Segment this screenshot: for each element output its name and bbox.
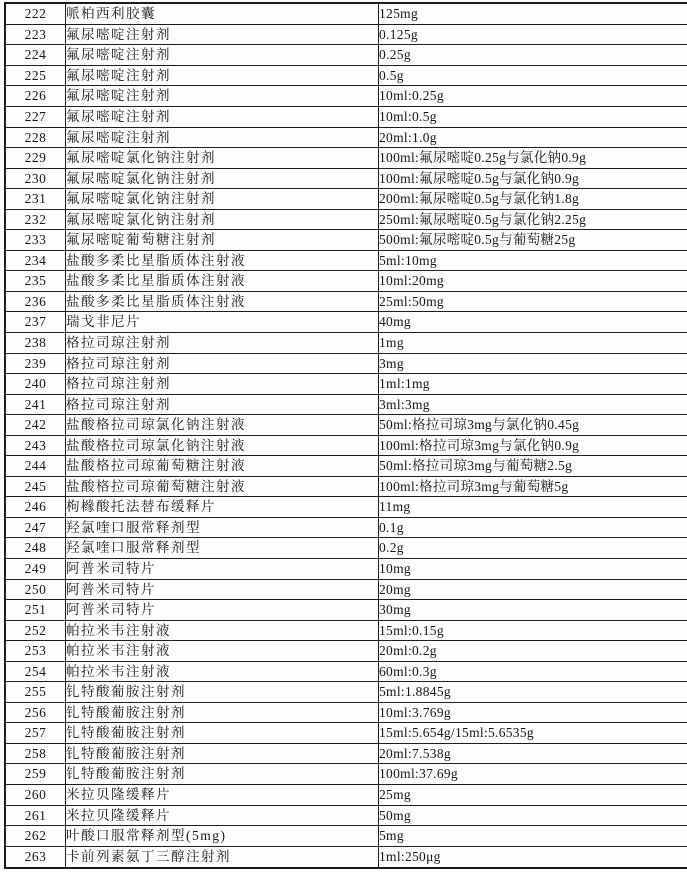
table-row: [5, 785, 687, 806]
drug-name-cell: 氟尿嘧啶注射剂: [66, 65, 379, 86]
drug-name-cell: 氟尿嘧啶氯化钠注射剂: [66, 189, 379, 210]
drug-spec-cell: 200ml:氟尿嘧啶0.5g与氯化钠1.8g: [379, 189, 687, 210]
table-row: [5, 24, 687, 45]
drug-spec-cell: 5ml:1.8845g: [379, 682, 687, 703]
table-row: [5, 148, 687, 169]
table-row: [5, 641, 687, 662]
table-row: [5, 435, 687, 456]
row-number-cell: 237: [5, 312, 66, 333]
drug-name-cell: 卡前列素氨丁三醇注射剂: [66, 846, 379, 868]
row-number-cell: 224: [5, 45, 66, 66]
row-number-cell: 240: [5, 374, 66, 395]
drug-name-cell: 米拉贝隆缓释片: [66, 785, 379, 806]
table-row: [5, 353, 687, 374]
drug-spec-cell: 1ml:250μg: [379, 846, 687, 868]
row-number-cell: 238: [5, 332, 66, 353]
table-row: [5, 517, 687, 538]
table-row: [5, 620, 687, 641]
table-row: [5, 764, 687, 785]
row-number-cell: 242: [5, 415, 66, 436]
drug-spec-cell: 100ml:氟尿嘧啶0.5g与氯化钠0.9g: [379, 168, 687, 189]
drug-list-table: [4, 2, 687, 869]
drug-spec-cell: 250ml:氟尿嘧啶0.5g与氯化钠2.25g: [379, 209, 687, 230]
row-number-cell: 231: [5, 189, 66, 210]
drug-name-cell: 氟尿嘧啶注射剂: [66, 86, 379, 107]
drug-spec-cell: 20mg: [379, 579, 687, 600]
drug-name-cell: 盐酸格拉司琼氯化钠注射液: [66, 435, 379, 456]
drug-spec-cell: 15ml:5.654g/15ml:5.6535g: [379, 723, 687, 744]
row-number-cell: 228: [5, 127, 66, 148]
drug-name-cell: 盐酸格拉司琼葡萄糖注射液: [66, 476, 379, 497]
drug-spec-cell: 25ml:50mg: [379, 291, 687, 312]
drug-spec-cell: 20ml:7.538g: [379, 743, 687, 764]
table-row: [5, 250, 687, 271]
row-number-cell: 236: [5, 291, 66, 312]
drug-spec-cell: 100ml:格拉司琼3mg与氯化钠0.9g: [379, 435, 687, 456]
table-row: [5, 826, 687, 847]
drug-name-cell: 格拉司琼注射剂: [66, 374, 379, 395]
drug-spec-cell: 100ml:37.69g: [379, 764, 687, 785]
table-row: [5, 394, 687, 415]
row-number-cell: 263: [5, 846, 66, 868]
row-number-cell: 234: [5, 250, 66, 271]
drug-name-cell: 盐酸格拉司琼氯化钠注射液: [66, 415, 379, 436]
row-number-cell: 232: [5, 209, 66, 230]
drug-name-cell: 阿普米司特片: [66, 579, 379, 600]
drug-name-cell: 氟尿嘧啶氯化钠注射剂: [66, 148, 379, 169]
drug-name-cell: 盐酸多柔比星脂质体注射液: [66, 291, 379, 312]
table-row: [5, 600, 687, 621]
table-row: [5, 189, 687, 210]
drug-name-cell: 钆特酸葡胺注射剂: [66, 743, 379, 764]
row-number-cell: 247: [5, 517, 66, 538]
drug-name-cell: 钆特酸葡胺注射剂: [66, 723, 379, 744]
drug-name-cell: 米拉贝隆缓释片: [66, 805, 379, 826]
drug-name-cell: 瑞戈非尼片: [66, 312, 379, 333]
drug-name-cell: 氟尿嘧啶注射剂: [66, 106, 379, 127]
table-row: [5, 168, 687, 189]
row-number-cell: 239: [5, 353, 66, 374]
drug-name-cell: 钆特酸葡胺注射剂: [66, 682, 379, 703]
drug-name-cell: 羟氯喹口服常释剂型: [66, 538, 379, 559]
drug-name-cell: 哌柏西利胶囊: [66, 3, 379, 24]
row-number-cell: 255: [5, 682, 66, 703]
drug-spec-cell: 20ml:1.0g: [379, 127, 687, 148]
table-row: [5, 106, 687, 127]
drug-spec-cell: 30mg: [379, 600, 687, 621]
row-number-cell: 262: [5, 826, 66, 847]
drug-spec-cell: 3mg: [379, 353, 687, 374]
drug-spec-cell: 500ml:氟尿嘧啶0.5g与葡萄糖25g: [379, 230, 687, 251]
drug-spec-cell: 125mg: [379, 3, 687, 24]
drug-name-cell: 羟氯喹口服常释剂型: [66, 517, 379, 538]
drug-table-body: [5, 3, 687, 868]
drug-spec-cell: 0.5g: [379, 65, 687, 86]
drug-name-cell: 氟尿嘧啶注射剂: [66, 24, 379, 45]
row-number-cell: 248: [5, 538, 66, 559]
drug-name-cell: 氟尿嘧啶葡萄糖注射剂: [66, 230, 379, 251]
drug-spec-cell: 100ml:格拉司琼3mg与葡萄糖5g: [379, 476, 687, 497]
drug-name-cell: 氟尿嘧啶氯化钠注射剂: [66, 168, 379, 189]
drug-name-cell: 格拉司琼注射剂: [66, 394, 379, 415]
drug-name-cell: 枸橼酸托法替布缓释片: [66, 497, 379, 518]
drug-name-cell: 帕拉米韦注射液: [66, 620, 379, 641]
table-row: [5, 374, 687, 395]
table-row: [5, 127, 687, 148]
row-number-cell: 229: [5, 148, 66, 169]
drug-spec-cell: 20ml:0.2g: [379, 641, 687, 662]
table-row: [5, 682, 687, 703]
table-row: [5, 271, 687, 292]
drug-spec-cell: 10mg: [379, 558, 687, 579]
drug-spec-cell: 10ml:3.769g: [379, 702, 687, 723]
row-number-cell: 251: [5, 600, 66, 621]
row-number-cell: 222: [5, 3, 66, 24]
table-row: [5, 209, 687, 230]
drug-name-cell: 帕拉米韦注射液: [66, 641, 379, 662]
drug-name-cell: 氟尿嘧啶注射剂: [66, 45, 379, 66]
table-row: [5, 723, 687, 744]
drug-spec-cell: 0.25g: [379, 45, 687, 66]
table-row: [5, 476, 687, 497]
table-row: [5, 45, 687, 66]
drug-spec-cell: 40mg: [379, 312, 687, 333]
table-row: [5, 579, 687, 600]
table-row: [5, 65, 687, 86]
drug-spec-cell: 50ml:格拉司琼3mg与葡萄糖2.5g: [379, 456, 687, 477]
row-number-cell: 226: [5, 86, 66, 107]
table-row: [5, 497, 687, 518]
drug-spec-cell: 15ml:0.15g: [379, 620, 687, 641]
row-number-cell: 249: [5, 558, 66, 579]
table-row: [5, 702, 687, 723]
row-number-cell: 241: [5, 394, 66, 415]
table-row: [5, 291, 687, 312]
row-number-cell: 243: [5, 435, 66, 456]
drug-name-cell: 格拉司琼注射剂: [66, 353, 379, 374]
drug-name-cell: 盐酸多柔比星脂质体注射液: [66, 271, 379, 292]
drug-spec-cell: 0.2g: [379, 538, 687, 559]
drug-spec-cell: 5ml:10mg: [379, 250, 687, 271]
drug-spec-cell: 50ml:格拉司琼3mg与氯化钠0.45g: [379, 415, 687, 436]
table-row: [5, 312, 687, 333]
table-row: [5, 538, 687, 559]
drug-spec-cell: 60ml:0.3g: [379, 661, 687, 682]
row-number-cell: 227: [5, 106, 66, 127]
drug-spec-cell: 25mg: [379, 785, 687, 806]
drug-name-cell: 阿普米司特片: [66, 600, 379, 621]
row-number-cell: 261: [5, 805, 66, 826]
drug-spec-cell: 10ml:0.25g: [379, 86, 687, 107]
drug-name-cell: 阿普米司特片: [66, 558, 379, 579]
drug-spec-cell: 3ml:3mg: [379, 394, 687, 415]
drug-name-cell: 盐酸多柔比星脂质体注射液: [66, 250, 379, 271]
table-row: [5, 743, 687, 764]
drug-name-cell: 钆特酸葡胺注射剂: [66, 764, 379, 785]
table-row: [5, 805, 687, 826]
row-number-cell: 230: [5, 168, 66, 189]
row-number-cell: 254: [5, 661, 66, 682]
drug-spec-cell: 10ml:0.5g: [379, 106, 687, 127]
drug-spec-cell: 100ml:氟尿嘧啶0.25g与氯化钠0.9g: [379, 148, 687, 169]
row-number-cell: 256: [5, 702, 66, 723]
table-row: [5, 86, 687, 107]
drug-spec-cell: 0.1g: [379, 517, 687, 538]
table-row: [5, 456, 687, 477]
drug-spec-cell: 50mg: [379, 805, 687, 826]
table-row: [5, 3, 687, 24]
table-row: [5, 661, 687, 682]
row-number-cell: 260: [5, 785, 66, 806]
drug-spec-cell: 11mg: [379, 497, 687, 518]
drug-name-cell: 氟尿嘧啶注射剂: [66, 127, 379, 148]
row-number-cell: 235: [5, 271, 66, 292]
row-number-cell: 258: [5, 743, 66, 764]
table-row: [5, 332, 687, 353]
drug-name-cell: 帕拉米韦注射液: [66, 661, 379, 682]
drug-name-cell: 氟尿嘧啶氯化钠注射剂: [66, 209, 379, 230]
table-row: [5, 230, 687, 251]
table-row: [5, 846, 687, 868]
drug-spec-cell: 0.125g: [379, 24, 687, 45]
row-number-cell: 223: [5, 24, 66, 45]
row-number-cell: 245: [5, 476, 66, 497]
row-number-cell: 253: [5, 641, 66, 662]
row-number-cell: 257: [5, 723, 66, 744]
drug-spec-cell: 1ml:1mg: [379, 374, 687, 395]
table-row: [5, 558, 687, 579]
row-number-cell: 259: [5, 764, 66, 785]
table-row: [5, 415, 687, 436]
drug-name-cell: 钆特酸葡胺注射剂: [66, 702, 379, 723]
row-number-cell: 225: [5, 65, 66, 86]
row-number-cell: 250: [5, 579, 66, 600]
row-number-cell: 233: [5, 230, 66, 251]
row-number-cell: 252: [5, 620, 66, 641]
drug-name-cell: 叶酸口服常释剂型(5mg): [66, 826, 379, 847]
row-number-cell: 244: [5, 456, 66, 477]
drug-name-cell: 盐酸格拉司琼葡萄糖注射液: [66, 456, 379, 477]
row-number-cell: 246: [5, 497, 66, 518]
drug-spec-cell: 5mg: [379, 826, 687, 847]
drug-name-cell: 格拉司琼注射剂: [66, 332, 379, 353]
drug-spec-cell: 10ml:20mg: [379, 271, 687, 292]
drug-spec-cell: 1mg: [379, 332, 687, 353]
